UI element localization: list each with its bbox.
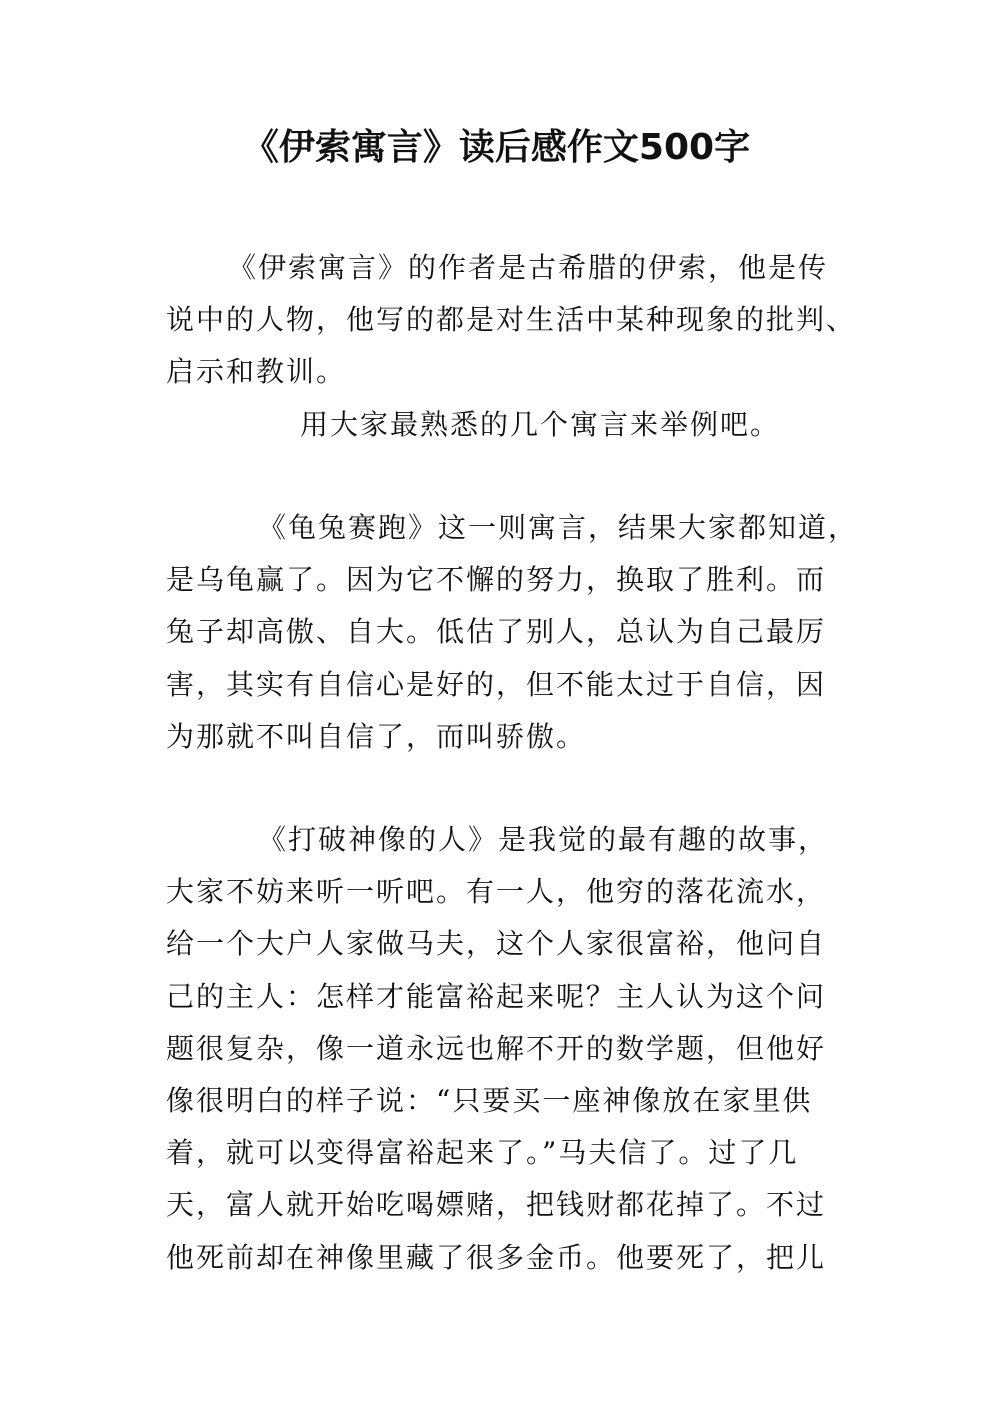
- paragraph-1-line: 启示和教训。: [166, 355, 347, 389]
- paragraph-4-line: 着，就可以变得富裕起来了。”马夫信了。过了几: [166, 1136, 799, 1170]
- document-title: 《伊索寓言》读后感作文500字: [242, 127, 751, 168]
- paragraph-4-line: 像很明白的样子说：“只要买一座神像放在家里供: [166, 1084, 813, 1117]
- paragraph-4-line: 己的主人：怎样才能富裕起来呢？主人认为这个问: [166, 979, 827, 1013]
- paragraph-3-line: 兔子却高傲、自大。低估了别人，总认为自己最厉: [166, 615, 827, 649]
- paragraph-1-line: 《伊索寓言》的作者是古希腊的伊索，他是传: [228, 251, 829, 284]
- paragraph-4-line: 天，富人就开始吃喝嫖赌，把钱财都花掉了。不过: [166, 1188, 827, 1222]
- paragraph-4-line: 《打破神像的人》是我觉的最有趣的故事，: [258, 823, 829, 856]
- paragraph-2-line: 用大家最熟悉的几个寓言来举例吧。: [300, 408, 781, 441]
- paragraph-4-line: 给一个大户人家做马夫，这个人家很富裕，他问自: [166, 927, 827, 961]
- paragraph-3-line: 《龟兔赛跑》这一则寓言，结果大家都知道，: [258, 511, 859, 544]
- paragraph-3-line: 害，其实有自信心是好的，但不能太过于自信，因: [166, 667, 827, 701]
- paragraph-1-line: 说中的人物，他写的都是对生活中某种现象的批判、: [166, 303, 857, 337]
- paragraph-4-line: 大家不妨来听一听吧。有一人，他穷的落花流水，: [166, 875, 827, 909]
- paragraph-3-line: 为那就不叫自信了，而叫骄傲。: [166, 719, 587, 753]
- paragraph-3-line: 是乌龟赢了。因为它不懈的努力，换取了胜利。而: [166, 563, 827, 597]
- paragraph-4-line: 他死前却在神像里藏了很多金币。他要死了，把儿: [166, 1240, 827, 1274]
- paragraph-4-line: 题很复杂，像一道永远也解不开的数学题，但他好: [166, 1031, 827, 1065]
